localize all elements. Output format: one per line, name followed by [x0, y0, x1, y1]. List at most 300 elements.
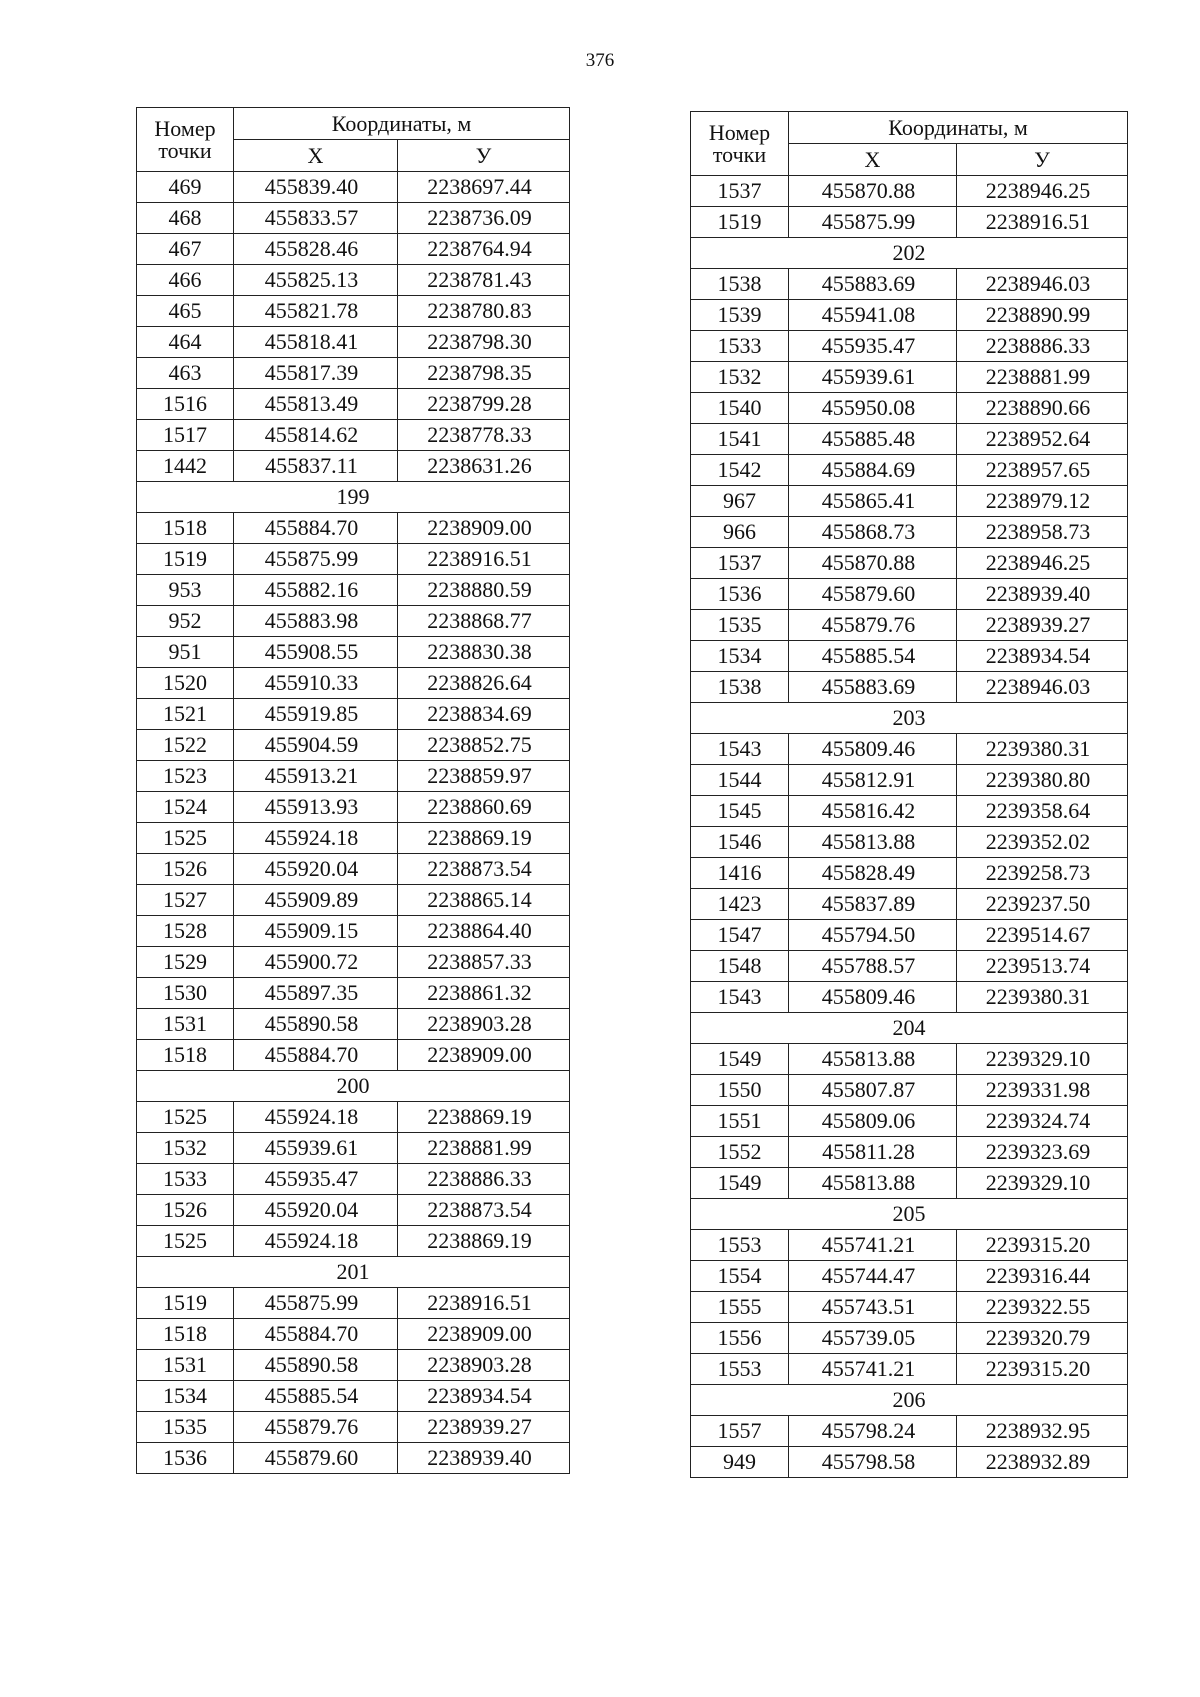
table-row [137, 296, 570, 327]
table-row [137, 1350, 570, 1381]
point-number-cell: 1423 [691, 889, 789, 920]
y-coordinate-cell: 2238873.54 [398, 854, 570, 885]
point-number-cell: 1531 [137, 1009, 234, 1040]
y-coordinate-cell: 2238909.00 [398, 1319, 570, 1350]
y-coordinate-cell: 2238909.00 [398, 1040, 570, 1071]
point-number-cell: 1519 [137, 544, 234, 575]
y-coordinate-cell: 2238881.99 [957, 362, 1128, 393]
table-row [137, 978, 570, 1009]
table-row [691, 300, 1128, 331]
y-coordinate-cell: 2239380.80 [957, 765, 1128, 796]
section-number: 203 [691, 703, 1128, 734]
y-coordinate-cell: 2239380.31 [957, 982, 1128, 1013]
coordinates-table-left [136, 107, 570, 1474]
y-coordinate-cell: 2239258.73 [957, 858, 1128, 889]
table-row [691, 827, 1128, 858]
point-number-cell: 1536 [137, 1443, 234, 1474]
x-coordinate-cell: 455739.05 [789, 1323, 957, 1354]
x-header: Х [234, 140, 398, 172]
table-row [691, 207, 1128, 238]
y-coordinate-cell: 2238859.97 [398, 761, 570, 792]
x-coordinate-cell: 455875.99 [234, 1288, 398, 1319]
y-coordinate-cell: 2238890.99 [957, 300, 1128, 331]
x-coordinate-cell: 455875.99 [234, 544, 398, 575]
y-coordinate-cell: 2238826.64 [398, 668, 570, 699]
table-row [691, 393, 1128, 424]
x-coordinate-cell: 455817.39 [234, 358, 398, 389]
point-number-cell: 1528 [137, 916, 234, 947]
table-row [137, 327, 570, 358]
table-row [691, 1230, 1128, 1261]
point-number-cell: 1536 [691, 579, 789, 610]
point-number-cell: 1524 [137, 792, 234, 823]
x-coordinate-cell: 455812.91 [789, 765, 957, 796]
table-row [691, 1447, 1128, 1478]
x-coordinate-cell: 455879.76 [789, 610, 957, 641]
y-coordinate-cell: 2238852.75 [398, 730, 570, 761]
x-coordinate-cell: 455890.58 [234, 1009, 398, 1040]
x-coordinate-cell: 455828.46 [234, 234, 398, 265]
point-number-cell: 1529 [137, 947, 234, 978]
x-coordinate-cell: 455939.61 [234, 1133, 398, 1164]
point-number-cell: 1549 [691, 1044, 789, 1075]
point-number-cell: 1539 [691, 300, 789, 331]
table-row [137, 885, 570, 916]
x-coordinate-cell: 455939.61 [789, 362, 957, 393]
table-row [137, 916, 570, 947]
x-coordinate-cell: 455924.18 [234, 1226, 398, 1257]
table-row [691, 517, 1128, 548]
table-row [137, 513, 570, 544]
section-number: 205 [691, 1199, 1128, 1230]
x-coordinate-cell: 455924.18 [234, 823, 398, 854]
point-number-cell: 1535 [691, 610, 789, 641]
point-number-cell: 467 [137, 234, 234, 265]
y-coordinate-cell: 2238857.33 [398, 947, 570, 978]
table-row [137, 947, 570, 978]
table-row [137, 637, 570, 668]
y-coordinate-cell: 2238861.32 [398, 978, 570, 1009]
x-coordinate-cell: 455885.54 [234, 1381, 398, 1412]
y-coordinate-cell: 2238869.19 [398, 823, 570, 854]
y-coordinate-cell: 2238868.77 [398, 606, 570, 637]
y-coordinate-cell: 2238834.69 [398, 699, 570, 730]
table-row [137, 606, 570, 637]
y-coordinate-cell: 2238934.54 [957, 641, 1128, 672]
point-number-cell: 1519 [691, 207, 789, 238]
point-number-header [137, 108, 234, 172]
point-number-cell: 1518 [137, 1040, 234, 1071]
x-coordinate-cell: 455897.35 [234, 978, 398, 1009]
coordinates-header: Координаты, м [789, 112, 1128, 144]
x-coordinate-cell: 455920.04 [234, 854, 398, 885]
y-coordinate-cell: 2239237.50 [957, 889, 1128, 920]
y-coordinate-cell: 2239315.20 [957, 1230, 1128, 1261]
point-number-cell: 1540 [691, 393, 789, 424]
point-number-cell: 1532 [691, 362, 789, 393]
x-coordinate-cell: 455875.99 [789, 207, 957, 238]
x-coordinate-cell: 455828.49 [789, 858, 957, 889]
table-row [137, 234, 570, 265]
y-coordinate-cell: 2239380.31 [957, 734, 1128, 765]
x-coordinate-cell: 455890.58 [234, 1350, 398, 1381]
point-number-cell: 1525 [137, 1102, 234, 1133]
point-number-cell: 951 [137, 637, 234, 668]
point-number-cell: 1534 [137, 1381, 234, 1412]
y-coordinate-cell: 2238798.35 [398, 358, 570, 389]
table-row [691, 672, 1128, 703]
y-coordinate-cell: 2238886.33 [957, 331, 1128, 362]
point-number-cell: 967 [691, 486, 789, 517]
section-number: 200 [137, 1071, 570, 1102]
y-coordinate-cell: 2238799.28 [398, 389, 570, 420]
y-coordinate-cell: 2238903.28 [398, 1009, 570, 1040]
point-number-cell: 1526 [137, 854, 234, 885]
x-coordinate-cell: 455837.11 [234, 451, 398, 482]
table-row [691, 610, 1128, 641]
table-row [137, 544, 570, 575]
x-coordinate-cell: 455813.88 [789, 827, 957, 858]
point-number-cell: 1416 [691, 858, 789, 889]
y-coordinate-cell: 2238946.25 [957, 548, 1128, 579]
x-coordinate-cell: 455813.49 [234, 389, 398, 420]
x-coordinate-cell: 455833.57 [234, 203, 398, 234]
point-number-cell: 1557 [691, 1416, 789, 1447]
point-number-cell: 1553 [691, 1230, 789, 1261]
x-coordinate-cell: 455821.78 [234, 296, 398, 327]
y-coordinate-cell: 2238979.12 [957, 486, 1128, 517]
x-coordinate-cell: 455744.47 [789, 1261, 957, 1292]
y-coordinate-cell: 2238946.03 [957, 269, 1128, 300]
point-number-header-line1: Номер [708, 119, 771, 145]
point-number-cell: 1516 [137, 389, 234, 420]
table-row [691, 1044, 1128, 1075]
point-number-cell: 1549 [691, 1168, 789, 1199]
y-coordinate-cell: 2238697.44 [398, 172, 570, 203]
x-coordinate-cell: 455941.08 [789, 300, 957, 331]
point-number-cell: 1526 [137, 1195, 234, 1226]
section-row [691, 1013, 1128, 1044]
y-coordinate-cell: 2238939.40 [398, 1443, 570, 1474]
point-number-cell: 1522 [137, 730, 234, 761]
table-row [691, 889, 1128, 920]
x-coordinate-cell: 455818.41 [234, 327, 398, 358]
y-coordinate-cell: 2239316.44 [957, 1261, 1128, 1292]
table-row [691, 920, 1128, 951]
table-row [691, 1106, 1128, 1137]
x-coordinate-cell: 455882.16 [234, 575, 398, 606]
x-coordinate-cell: 455879.60 [234, 1443, 398, 1474]
point-number-cell: 1442 [137, 451, 234, 482]
table-row [691, 331, 1128, 362]
table-row [691, 796, 1128, 827]
x-coordinate-cell: 455743.51 [789, 1292, 957, 1323]
point-number-header-line2: точки [158, 137, 212, 163]
y-coordinate-cell: 2239315.20 [957, 1354, 1128, 1385]
y-coordinate-cell: 2238916.51 [398, 544, 570, 575]
table-row [691, 579, 1128, 610]
x-coordinate-cell: 455924.18 [234, 1102, 398, 1133]
table-row [137, 668, 570, 699]
table-row [691, 486, 1128, 517]
table-row [137, 1164, 570, 1195]
table-row [137, 1133, 570, 1164]
section-number: 206 [691, 1385, 1128, 1416]
x-coordinate-cell: 455741.21 [789, 1354, 957, 1385]
point-number-cell: 1546 [691, 827, 789, 858]
point-number-cell: 1518 [137, 513, 234, 544]
point-number-cell: 1543 [691, 734, 789, 765]
table-row [691, 858, 1128, 889]
point-number-cell: 1553 [691, 1354, 789, 1385]
table-row [137, 699, 570, 730]
coordinates-header: Координаты, м [234, 108, 570, 140]
x-coordinate-cell: 455908.55 [234, 637, 398, 668]
point-number-cell: 465 [137, 296, 234, 327]
x-coordinate-cell: 455919.85 [234, 699, 398, 730]
table-row [691, 765, 1128, 796]
y-coordinate-cell: 2238881.99 [398, 1133, 570, 1164]
x-coordinate-cell: 455904.59 [234, 730, 398, 761]
table-row [137, 420, 570, 451]
x-coordinate-cell: 455885.54 [789, 641, 957, 672]
point-number-cell: 1551 [691, 1106, 789, 1137]
y-coordinate-cell: 2238890.66 [957, 393, 1128, 424]
y-coordinate-cell: 2239322.55 [957, 1292, 1128, 1323]
table-row [137, 1381, 570, 1412]
x-coordinate-cell: 455879.76 [234, 1412, 398, 1443]
y-coordinate-cell: 2238916.51 [398, 1288, 570, 1319]
x-coordinate-cell: 455884.69 [789, 455, 957, 486]
x-coordinate-cell: 455884.70 [234, 1040, 398, 1071]
x-coordinate-cell: 455798.58 [789, 1447, 957, 1478]
x-coordinate-cell: 455910.33 [234, 668, 398, 699]
y-coordinate-cell: 2238934.54 [398, 1381, 570, 1412]
table-row [691, 1416, 1128, 1447]
table-row [137, 823, 570, 854]
y-coordinate-cell: 2238939.27 [957, 610, 1128, 641]
y-coordinate-cell: 2239352.02 [957, 827, 1128, 858]
point-number-cell: 1537 [691, 176, 789, 207]
table-row [137, 1412, 570, 1443]
x-coordinate-cell: 455913.21 [234, 761, 398, 792]
x-coordinate-cell: 455825.13 [234, 265, 398, 296]
point-number-cell: 1518 [137, 1319, 234, 1350]
table-row [691, 1168, 1128, 1199]
point-number-cell: 468 [137, 203, 234, 234]
table-row [137, 761, 570, 792]
point-number-cell: 1555 [691, 1292, 789, 1323]
table-row [137, 358, 570, 389]
x-coordinate-cell: 455920.04 [234, 1195, 398, 1226]
point-number-cell: 1545 [691, 796, 789, 827]
x-header: Х [789, 144, 957, 176]
point-number-header-line2: точки [712, 141, 767, 167]
table-row [137, 1009, 570, 1040]
x-coordinate-cell: 455809.46 [789, 734, 957, 765]
x-coordinate-cell: 455909.89 [234, 885, 398, 916]
y-coordinate-cell: 2239329.10 [957, 1044, 1128, 1075]
x-coordinate-cell: 455935.47 [234, 1164, 398, 1195]
table-row [137, 1195, 570, 1226]
point-number-cell: 1541 [691, 424, 789, 455]
table-row [137, 172, 570, 203]
x-coordinate-cell: 455837.89 [789, 889, 957, 920]
y-coordinate-cell: 2238778.33 [398, 420, 570, 451]
y-coordinate-cell: 2238880.59 [398, 575, 570, 606]
y-coordinate-cell: 2238909.00 [398, 513, 570, 544]
point-number-cell: 1535 [137, 1412, 234, 1443]
y-coordinate-cell: 2238780.83 [398, 296, 570, 327]
x-coordinate-cell: 455870.88 [789, 548, 957, 579]
section-number: 204 [691, 1013, 1128, 1044]
y-header: У [957, 144, 1128, 176]
x-coordinate-cell: 455809.46 [789, 982, 957, 1013]
point-number-cell: 1556 [691, 1323, 789, 1354]
point-number-cell: 1530 [137, 978, 234, 1009]
point-number-cell: 1537 [691, 548, 789, 579]
x-coordinate-cell: 455885.48 [789, 424, 957, 455]
point-number-cell: 966 [691, 517, 789, 548]
point-number-header-line1: Номер [154, 115, 216, 141]
y-coordinate-cell: 2238631.26 [398, 451, 570, 482]
section-row [691, 1385, 1128, 1416]
y-coordinate-cell: 2238939.27 [398, 1412, 570, 1443]
y-coordinate-cell: 2238830.38 [398, 637, 570, 668]
x-coordinate-cell: 455813.88 [789, 1044, 957, 1075]
x-coordinate-cell: 455741.21 [789, 1230, 957, 1261]
table-row [691, 269, 1128, 300]
y-coordinate-cell: 2238798.30 [398, 327, 570, 358]
point-number-cell: 1532 [137, 1133, 234, 1164]
table-row [691, 176, 1128, 207]
x-coordinate-cell: 455816.42 [789, 796, 957, 827]
point-number-cell: 1543 [691, 982, 789, 1013]
point-number-cell: 1531 [137, 1350, 234, 1381]
x-coordinate-cell: 455883.69 [789, 269, 957, 300]
section-number: 201 [137, 1257, 570, 1288]
table-row [137, 1319, 570, 1350]
page-number: 376 [585, 50, 615, 71]
point-number-cell: 463 [137, 358, 234, 389]
x-coordinate-cell: 455868.73 [789, 517, 957, 548]
point-number-cell: 1534 [691, 641, 789, 672]
table-row [691, 424, 1128, 455]
point-number-cell: 952 [137, 606, 234, 637]
point-number-cell: 466 [137, 265, 234, 296]
x-coordinate-cell: 455839.40 [234, 172, 398, 203]
table-row [691, 734, 1128, 765]
y-coordinate-cell: 2238932.95 [957, 1416, 1128, 1447]
y-coordinate-cell: 2238764.94 [398, 234, 570, 265]
y-coordinate-cell: 2238946.03 [957, 672, 1128, 703]
y-coordinate-cell: 2239358.64 [957, 796, 1128, 827]
table-row [137, 792, 570, 823]
x-coordinate-cell: 455879.60 [789, 579, 957, 610]
point-number-cell: 1520 [137, 668, 234, 699]
point-number-cell: 1544 [691, 765, 789, 796]
y-coordinate-cell: 2238952.64 [957, 424, 1128, 455]
x-coordinate-cell: 455788.57 [789, 951, 957, 982]
point-number-cell: 1517 [137, 420, 234, 451]
point-number-header [691, 112, 789, 176]
table-row [137, 1443, 570, 1474]
y-coordinate-cell: 2238865.14 [398, 885, 570, 916]
table-row [691, 548, 1128, 579]
y-coordinate-cell: 2238916.51 [957, 207, 1128, 238]
table-row [691, 455, 1128, 486]
y-coordinate-cell: 2238869.19 [398, 1102, 570, 1133]
y-coordinate-cell: 2238903.28 [398, 1350, 570, 1381]
table-row [137, 265, 570, 296]
table-row [691, 982, 1128, 1013]
section-row [691, 238, 1128, 269]
y-coordinate-cell: 2239324.74 [957, 1106, 1128, 1137]
section-row [691, 1199, 1128, 1230]
y-coordinate-cell: 2239320.79 [957, 1323, 1128, 1354]
x-coordinate-cell: 455884.70 [234, 1319, 398, 1350]
y-header: У [398, 140, 570, 172]
y-coordinate-cell: 2239514.67 [957, 920, 1128, 951]
point-number-cell: 464 [137, 327, 234, 358]
y-coordinate-cell: 2239513.74 [957, 951, 1128, 982]
coordinates-table-right [690, 111, 1128, 1478]
point-number-cell: 1519 [137, 1288, 234, 1319]
point-number-cell: 1533 [137, 1164, 234, 1195]
y-coordinate-cell: 2238932.89 [957, 1447, 1128, 1478]
y-coordinate-cell: 2239331.98 [957, 1075, 1128, 1106]
y-coordinate-cell: 2238886.33 [398, 1164, 570, 1195]
x-coordinate-cell: 455884.70 [234, 513, 398, 544]
x-coordinate-cell: 455883.98 [234, 606, 398, 637]
x-coordinate-cell: 455870.88 [789, 176, 957, 207]
x-coordinate-cell: 455807.87 [789, 1075, 957, 1106]
point-number-cell: 1542 [691, 455, 789, 486]
table-row [691, 641, 1128, 672]
table-row [137, 389, 570, 420]
point-number-cell: 1533 [691, 331, 789, 362]
section-row [137, 1071, 570, 1102]
x-coordinate-cell: 455794.50 [789, 920, 957, 951]
table-row [691, 1354, 1128, 1385]
x-coordinate-cell: 455814.62 [234, 420, 398, 451]
point-number-cell: 1521 [137, 699, 234, 730]
point-number-cell: 1547 [691, 920, 789, 951]
y-coordinate-cell: 2239329.10 [957, 1168, 1128, 1199]
y-coordinate-cell: 2238946.25 [957, 176, 1128, 207]
point-number-cell: 949 [691, 1447, 789, 1478]
table-row [137, 1288, 570, 1319]
x-coordinate-cell: 455865.41 [789, 486, 957, 517]
table-row [691, 1075, 1128, 1106]
table-row [691, 362, 1128, 393]
x-coordinate-cell: 455811.28 [789, 1137, 957, 1168]
table-row [137, 575, 570, 606]
y-coordinate-cell: 2238864.40 [398, 916, 570, 947]
y-coordinate-cell: 2239323.69 [957, 1137, 1128, 1168]
section-number: 202 [691, 238, 1128, 269]
table-row [691, 951, 1128, 982]
point-number-cell: 1552 [691, 1137, 789, 1168]
y-coordinate-cell: 2238736.09 [398, 203, 570, 234]
point-number-cell: 1538 [691, 672, 789, 703]
table-row [691, 1261, 1128, 1292]
x-coordinate-cell: 455900.72 [234, 947, 398, 978]
table-row [691, 1292, 1128, 1323]
y-coordinate-cell: 2238781.43 [398, 265, 570, 296]
point-number-cell: 1538 [691, 269, 789, 300]
x-coordinate-cell: 455798.24 [789, 1416, 957, 1447]
